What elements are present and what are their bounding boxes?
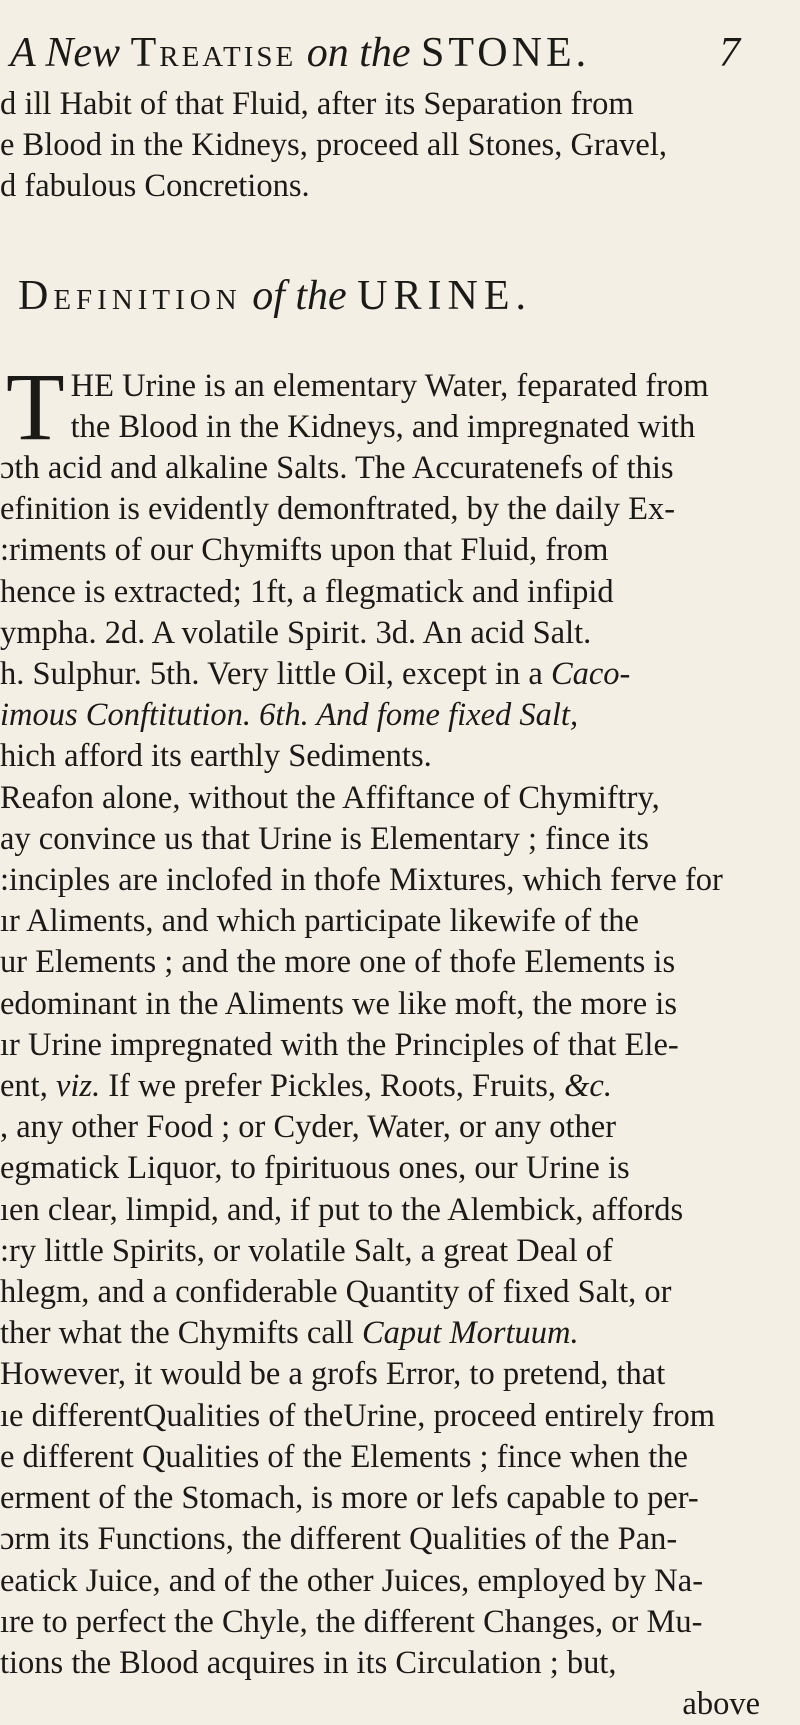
heading-definition: Definition — [18, 272, 242, 319]
text-line — [0, 654, 766, 695]
text-line: d ill Habit of that Fluid, after its Separation from — [0, 86, 634, 122]
text-line: ır Aliments, and which participate likewife of the — [0, 903, 639, 940]
heading-of-the: of the — [252, 272, 347, 319]
text-line: d fabulous Concretions. — [0, 168, 310, 205]
running-head-prefix: A New — [10, 30, 121, 76]
text-line — [0, 1066, 766, 1107]
text-line — [0, 1313, 766, 1354]
text-line: ɔrm its Functions, the different Qualities of the Pan- — [0, 1521, 678, 1558]
text-line — [0, 695, 766, 736]
body-paragraph — [0, 352, 766, 1725]
text-line: However, it would be a grofs Error, to pretend, that — [0, 1356, 666, 1393]
text-line: efinition is evidently demonftrated, by the daily Ex- — [0, 491, 676, 528]
italic-term: Caco- — [550, 656, 631, 693]
text-line: ay convince us that Urine is Elementary ; fince its — [0, 820, 649, 857]
heading-urine: URINE. — [357, 272, 533, 319]
text-line: egmatick Liquor, to fpirituous ones, our Urine is — [0, 1150, 630, 1187]
text-line: e different Qualities of the Elements ; fince when the — [0, 1438, 688, 1475]
text-line: ıre to perfect the Chyle, the different Changes, or Mu- — [0, 1603, 703, 1640]
running-head — [0, 22, 766, 84]
text-line: HE Urine is an elementary Water, feparated from — [70, 367, 709, 404]
text-line: :inciples are inclofed in thofe Mixtures, which ferve for — [0, 862, 723, 899]
catchword: above — [682, 1686, 760, 1723]
italic-term: viz. — [55, 1068, 101, 1105]
text-line: :riments of our Chymifts upon that Fluid, from — [0, 532, 609, 569]
italic-term: &c. — [564, 1068, 612, 1105]
text-line: the Blood in the Kidneys, and impregnated with — [70, 408, 696, 445]
italic-term: Caput Mortuum. — [361, 1315, 579, 1352]
running-head-treatise: Treatise — [130, 30, 297, 76]
running-head-title — [10, 22, 590, 84]
text-line: ıen clear, limpid, and, if put to the Alembick, affords — [0, 1191, 684, 1228]
text-line: e Blood in the Kidneys, proceed all Stones, Gravel, — [0, 127, 667, 164]
text-line: erment of the Stomach, is more or lefs capable to per- — [0, 1480, 699, 1517]
text-line: Reafon alone, without the Affiftance of Chymiftry, — [0, 779, 660, 816]
opening-paragraph — [0, 84, 766, 208]
running-head-subject: STONE. — [421, 30, 591, 76]
section-heading — [18, 270, 766, 322]
line-part: ent, — [0, 1068, 56, 1105]
line-part: If we prefer Pickles, Roots, Fruits, — [100, 1068, 565, 1105]
text-line: ympha. 2d. A volatile Spirit. 3d. An acid Salt. — [0, 614, 592, 651]
line-part: imous Conftitution. 6th. And fome fixed Salt, — [0, 697, 579, 734]
line-part: ther what the Chymifts call — [0, 1315, 362, 1352]
text-line: ıe differentQualities of theUrine, proceed entirely from — [0, 1397, 716, 1434]
text-line: edominant in the Aliments we like moft, the more is — [0, 985, 677, 1022]
text-line: :ry little Spirits, or volatile Salt, a great Deal of — [0, 1232, 613, 1269]
running-head-on-the: on the — [306, 30, 411, 76]
text-line: eatick Juice, and of the other Juices, employed by Na- — [0, 1562, 704, 1599]
text-line: tions the Blood acquires in its Circulation ; but, — [0, 1644, 617, 1681]
text-line: ur Elements ; and the more one of thofe Elements is — [0, 944, 676, 981]
page-number: 7 — [719, 30, 740, 76]
text-line: ır Urine impregnated with the Principles of that Ele- — [0, 1026, 679, 1063]
text-line: hlegm, and a confiderable Quantity of fixed Salt, or — [0, 1274, 672, 1311]
text-line: , any other Food ; or Cyder, Water, or any other — [0, 1109, 617, 1146]
line-part: h. Sulphur. 5th. Very little Oil, except in a — [0, 656, 551, 693]
text-line: ɔth acid and alkaline Salts. The Accuratenefs of this — [0, 450, 674, 487]
text-line: hence is extracted; 1ft, a flegmatick and infipid — [0, 573, 614, 610]
text-line: hich afford its earthly Sediments. — [0, 738, 432, 775]
drop-cap: T — [6, 352, 65, 460]
